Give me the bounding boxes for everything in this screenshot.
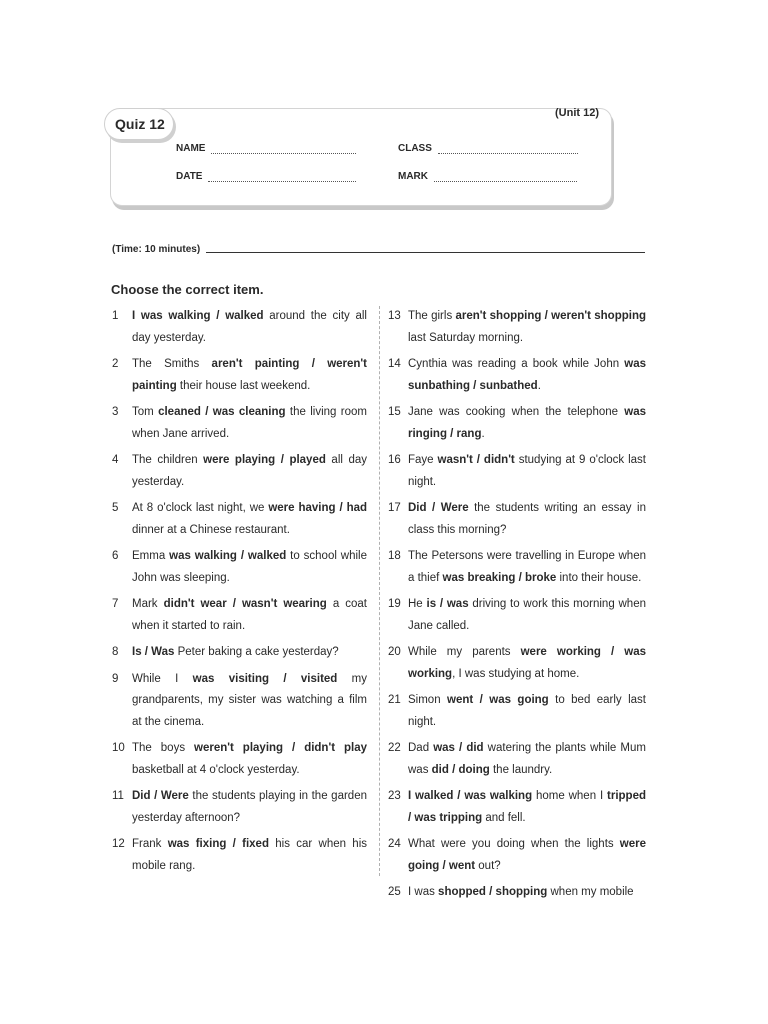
question-number: 15: [388, 406, 401, 418]
question-item: [112, 450, 367, 493]
time-line: [112, 244, 645, 255]
question-item: [112, 594, 367, 637]
question-fragment: Peter baking a cake yesterday?: [174, 646, 339, 658]
answer-options[interactable]: were having / had: [268, 502, 368, 514]
mark-line: [434, 172, 577, 182]
question-fragment: dinner at a Chinese restaurant.: [132, 523, 290, 536]
question-fragment: .: [537, 379, 541, 392]
question-fragment: The children: [132, 454, 204, 466]
question-fragment: The boys: [132, 742, 195, 754]
question-fragment: home when I: [532, 790, 608, 802]
answer-options[interactable]: I was walking / walked: [132, 310, 264, 322]
question-text: [132, 594, 367, 637]
question-number: 24: [388, 838, 401, 850]
question-fragment: to bed early last night.: [408, 694, 646, 728]
answer-options[interactable]: aren't shopping / weren't shopping: [455, 310, 647, 322]
question-number: 18: [388, 550, 401, 562]
question-fragment: I was: [408, 886, 439, 898]
question-text: [132, 546, 367, 589]
question-number: 19: [388, 598, 401, 610]
answer-options[interactable]: shopped / shopping: [438, 886, 548, 898]
question-fragment: out?: [475, 859, 501, 872]
class-label: CLASS: [398, 143, 432, 154]
question-number: 4: [112, 454, 119, 466]
question-fragment: when my mobile: [547, 886, 634, 898]
question-fragment: his car when his mobile rang.: [132, 838, 367, 872]
question-fragment: Emma: [132, 550, 170, 562]
answer-options[interactable]: went / was going: [447, 694, 549, 706]
question-text: [132, 642, 367, 664]
answer-options[interactable]: cleaned / was cleaning: [158, 406, 286, 418]
question-item: [388, 738, 646, 781]
question-text: [132, 402, 367, 445]
answer-options[interactable]: was breaking / broke: [442, 571, 557, 584]
time-label: (Time: 10 minutes): [112, 244, 201, 255]
question-number: 12: [112, 838, 125, 850]
question-fragment: What were you doing when the lights: [408, 838, 620, 850]
question-item: [388, 546, 646, 589]
question-fragment: to school while John was sleeping.: [132, 550, 368, 584]
question-fragment: Frank: [132, 838, 168, 850]
question-fragment: While I: [132, 672, 193, 685]
question-fragment: Faye: [408, 454, 438, 466]
question-fragment: The girls: [408, 310, 456, 322]
question-fragment: watering the plants while Mum was: [408, 742, 646, 776]
question-text: [408, 354, 646, 397]
question-fragment: The Petersons were travelling in Europe when a thief: [408, 550, 646, 584]
question-fragment: Mark: [132, 598, 164, 610]
question-text: [132, 306, 367, 349]
question-text: [408, 834, 646, 877]
question-item: [112, 306, 367, 349]
question-item: [388, 450, 646, 493]
answer-options[interactable]: were going / went: [408, 838, 646, 872]
question-fragment: driving to work this morning when Jane called.: [408, 598, 646, 632]
question-fragment: the students playing in the garden yesterday afternoon?: [132, 790, 367, 824]
question-fragment: the laundry.: [489, 763, 553, 776]
answer-options[interactable]: aren't painting / weren't painting: [132, 358, 367, 392]
question-text: [132, 669, 367, 734]
question-fragment: Dad: [408, 742, 434, 754]
question-text: [408, 690, 646, 733]
answer-options[interactable]: were working / was working: [408, 646, 646, 680]
question-item: [388, 834, 646, 877]
question-item: [388, 498, 646, 541]
question-number: 2: [112, 358, 119, 370]
question-fragment: a coat when it started to rain.: [132, 598, 367, 632]
question-number: 23: [388, 790, 401, 802]
question-fragment: into their house.: [556, 571, 642, 584]
question-number: 14: [388, 358, 401, 370]
question-fragment: , I was studying at home.: [452, 667, 580, 680]
question-item: [388, 882, 646, 904]
answer-options[interactable]: Did / Were: [408, 502, 469, 514]
right-question-column: [388, 306, 646, 909]
quiz-title: Quiz 12: [104, 108, 174, 140]
answer-options[interactable]: was walking / walked: [169, 550, 287, 562]
question-fragment: around the city all day yesterday.: [132, 310, 367, 344]
question-fragment: and fell.: [482, 811, 526, 824]
answer-options[interactable]: tripped / was tripping: [408, 790, 646, 824]
question-item: [112, 498, 367, 541]
question-fragment: Simon: [408, 694, 448, 706]
question-text: [132, 834, 367, 877]
mark-field[interactable]: [398, 171, 577, 182]
question-text: [132, 354, 367, 397]
question-item: [388, 690, 646, 733]
question-item: [112, 354, 367, 397]
question-fragment: Jane was cooking when the telephone: [408, 406, 625, 418]
question-number: 13: [388, 310, 401, 322]
question-item: [112, 546, 367, 589]
question-text: [408, 546, 646, 589]
question-fragment: .: [481, 427, 485, 440]
question-item: [388, 642, 646, 685]
answer-options[interactable]: was visiting / visited: [192, 672, 338, 685]
question-number: 9: [112, 672, 119, 685]
answer-options[interactable]: wasn't / didn't: [437, 454, 515, 466]
question-text: [408, 642, 646, 685]
question-number: 25: [388, 886, 401, 898]
question-fragment: Cynthia was reading a book while John: [408, 358, 625, 370]
class-line: [438, 144, 578, 154]
question-fragment: all day yesterday.: [132, 454, 368, 488]
answer-options[interactable]: didn't wear / wasn't wearing: [163, 598, 327, 610]
name-label: NAME: [176, 143, 206, 154]
question-text: [132, 450, 367, 493]
question-text: [408, 738, 646, 781]
answer-options[interactable]: was sunbathing / sunbathed: [408, 358, 646, 392]
answer-options[interactable]: I walked / was walking: [408, 790, 533, 802]
unit-label: (Unit 12): [555, 107, 599, 119]
question-text: [132, 786, 367, 829]
question-item: [112, 834, 367, 877]
question-text: [408, 786, 646, 829]
question-number: 7: [112, 598, 119, 610]
question-fragment: Tom: [132, 406, 159, 418]
date-line: [208, 172, 356, 182]
question-number: 6: [112, 550, 119, 562]
answer-options[interactable]: Is / Was: [132, 646, 175, 658]
question-item: [112, 669, 367, 734]
question-item: [388, 402, 646, 445]
question-fragment: the students writing an essay in class this morning?: [408, 502, 646, 536]
time-rule: [206, 252, 645, 253]
question-text: [132, 738, 367, 781]
question-number: 22: [388, 742, 401, 754]
question-fragment: At 8 o'clock last night, we: [132, 502, 269, 514]
name-field[interactable]: [176, 143, 356, 154]
question-number: 8: [112, 646, 119, 658]
question-text: [408, 306, 646, 349]
question-text: [408, 594, 646, 637]
question-item: [112, 642, 367, 664]
question-item: [388, 306, 646, 349]
question-text: [408, 450, 646, 493]
answer-options[interactable]: Did / Were: [132, 790, 189, 802]
question-number: 1: [112, 310, 119, 322]
question-number: 10: [112, 742, 125, 754]
question-fragment: The Smiths: [132, 358, 212, 370]
question-fragment: While my parents: [408, 646, 521, 658]
left-question-column: [112, 306, 367, 882]
answer-options[interactable]: weren't playing / didn't play: [194, 742, 367, 754]
question-item: [112, 738, 367, 781]
question-fragment: the living room when Jane arrived.: [132, 406, 367, 440]
question-fragment: my grandparents, my sister was watching a film at the cinema.: [132, 672, 368, 728]
question-number: 5: [112, 502, 119, 514]
column-divider: [379, 306, 380, 876]
question-number: 17: [388, 502, 401, 514]
question-fragment: He: [408, 598, 427, 610]
class-field[interactable]: [398, 143, 578, 154]
question-item: [388, 594, 646, 637]
question-text: [408, 882, 646, 904]
answer-options[interactable]: were playing / played: [203, 454, 326, 466]
question-number: 16: [388, 454, 401, 466]
question-text: [132, 498, 367, 541]
question-number: 3: [112, 406, 119, 418]
question-number: 21: [388, 694, 401, 706]
mark-label: MARK: [398, 171, 428, 182]
answer-options[interactable]: is / was: [426, 598, 469, 610]
question-item: [388, 786, 646, 829]
answer-options[interactable]: was ringing / rang: [408, 406, 646, 440]
question-number: 11: [112, 790, 124, 802]
question-fragment: basketball at 4 o'clock yesterday.: [132, 763, 300, 776]
question-item: [388, 354, 646, 397]
question-item: [112, 402, 367, 445]
student-info-box: [110, 108, 612, 206]
answer-options[interactable]: was / did: [433, 742, 484, 754]
question-item: [112, 786, 367, 829]
date-field[interactable]: [176, 171, 356, 182]
instruction-heading: Choose the correct item.: [111, 282, 264, 297]
question-fragment: last Saturday morning.: [408, 331, 524, 344]
date-label: DATE: [176, 171, 203, 182]
question-number: 20: [388, 646, 401, 658]
question-text: [408, 498, 646, 541]
answer-options[interactable]: was fixing / fixed: [167, 838, 269, 850]
question-text: [408, 402, 646, 445]
question-fragment: their house last weekend.: [176, 379, 311, 392]
question-fragment: studying at 9 o'clock last night.: [408, 454, 646, 488]
answer-options[interactable]: did / doing: [431, 763, 490, 776]
name-line: [211, 144, 356, 154]
